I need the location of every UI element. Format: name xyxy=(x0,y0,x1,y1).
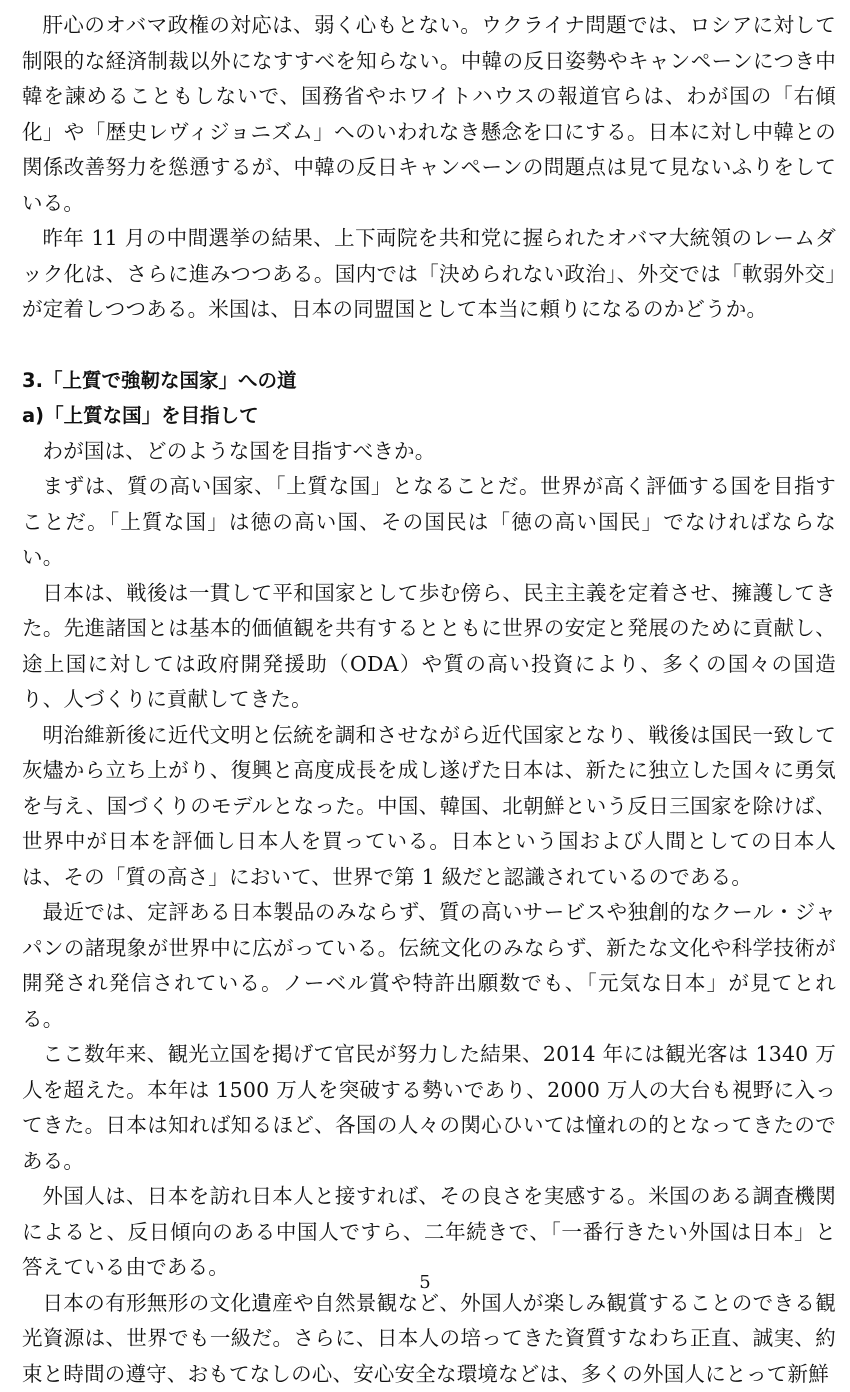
section-heading: 3.「上質で強靭な国家」への道 xyxy=(22,363,836,399)
paragraph-obama-response: 肝心のオバマ政権の対応は、弱く心もとない。ウクライナ問題では、ロシアに対して制限的な経済制裁以外になすすべを知らない。中韓の反日姿勢やキャンペーンにつき中韓を諫めることもしないで、国務省やホワイトハウスの報道官らは、わが国の「右傾化」や「歴史レヴィジョニズム」へのいわれなき懸念を口にする。日本に対し中韓との関係改善努力を慫慂するが、中韓の反日キャンペーンの問題点は見て見ないふりをしている。 xyxy=(22,8,836,221)
paragraph-quality-nation: まずは、質の高い国家、「上質な国」となることだ。世界が高く評価する国を目指すことだ。「上質な国」は徳の高い国、その国民は「徳の高い国民」でなければならない。 xyxy=(22,469,836,576)
section-spacer xyxy=(22,328,836,363)
page-number: 5 xyxy=(0,1272,850,1293)
paragraph-meiji-modernization: 明治維新後に近代文明と伝統を調和させながら近代国家となり、戦後は国民一致して灰燼から立ち上がり、復興と高度成長を成し遂げた日本は、新たに独立した国々に勇気を与え、国づくりのモデルとなった。中国、韓国、北朝鮮という反日三国家を除けば、世界中が日本を評価し日本人を買っている。日本という国および人間としての日本人は、その「質の高さ」において、世界で第 1 級だと認識されているのである。 xyxy=(22,718,836,896)
paragraph-postwar-peace: 日本は、戦後は一貫して平和国家として歩む傍ら、民主主義を定着させ、擁護してきた。先進諸国とは基本的価値観を共有するとともに世界の安定と発展のために貢献し、途上国に対しては政府開発援助（ODA）や質の高い投資により、多くの国々の国造り、人づくりに貢献してきた。 xyxy=(22,576,836,718)
paragraph-tourism: ここ数年来、観光立国を掲げて官民が努力した結果、2014 年には観光客は 1340 万人を超えた。本年は 1500 万人を突破する勢いであり、2000 万人の大台も視野に入ってきた。日本は知れば知るほど、各国の人々の関心ひいては憧れの的となってきたのである。 xyxy=(22,1037,836,1179)
paragraph-cultural-heritage: 日本の有形無形の文化遺産や自然景観など、外国人が楽しみ観賞することのできる観光資源は、世界でも一級だ。さらに、日本人の培ってきた資質すなわち正直、誠実、約束と時間の遵守、おもてなしの心、安心安全な環境などは、多くの外国人にとって新鮮 xyxy=(22,1286,836,1392)
paragraph-question: わが国は、どのような国を目指すべきか。 xyxy=(22,434,836,470)
subsection-heading: a)「上質な国」を目指して xyxy=(22,398,836,434)
document-page xyxy=(22,8,836,1392)
paragraph-foreign-visitors: 外国人は、日本を訪れ日本人と接すれば、その良さを実感する。米国のある調査機関によると、反日傾向のある中国人ですら、二年続きで、「一番行きたい外国は日本」と答えている由である。 xyxy=(22,1179,836,1286)
paragraph-cool-japan: 最近では、定評ある日本製品のみならず、質の高いサービスや独創的なクール・ジャパンの諸現象が世界中に広がっている。伝統文化のみならず、新たな文化や科学技術が開発され発信されている。ノーベル賞や特許出願数でも、「元気な日本」が見てとれる。 xyxy=(22,895,836,1037)
paragraph-midterm-election: 昨年 11 月の中間選挙の結果、上下両院を共和党に握られたオバマ大統領のレームダック化は、さらに進みつつある。国内では「決められない政治」、外交では「軟弱外交」が定着しつつある。米国は、日本の同盟国として本当に頼りになるのかどうか。 xyxy=(22,221,836,328)
